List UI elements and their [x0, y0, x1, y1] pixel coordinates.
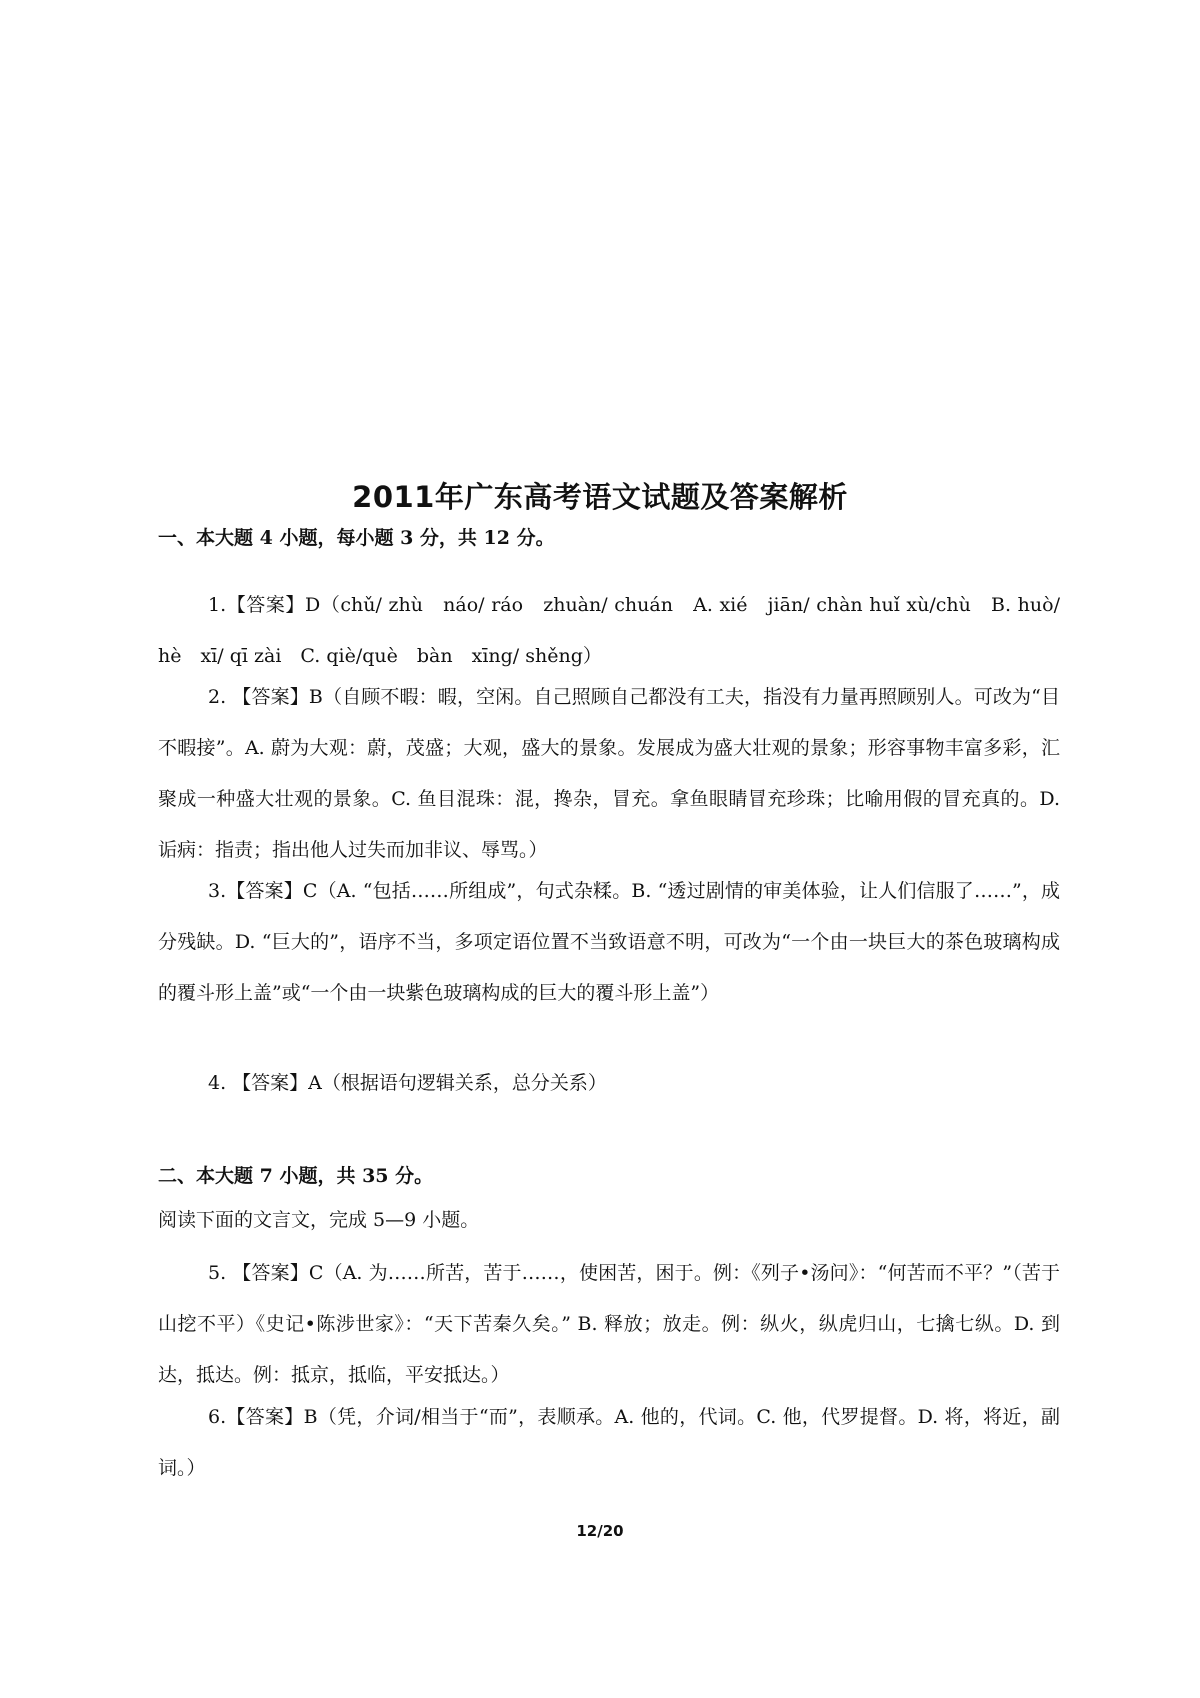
answer-item-1: 1.【答案】D（chǔ/ zhù náo/ ráo zhuàn/ chuán A. xié jiān/ chàn huǐ xù/chù B. huò/ hè xī/ qī zài C. qiè/què bàn xīng/ shěng）: [158, 594, 1060, 667]
answer-item-3: 3.【答案】C（A. “包括……所组成”，句式杂糅。B. “透过剧情的审美体验，让人们信服了……”，成分残缺。D. “巨大的”，语序不当，多项定语位置不当致语意不明，可改为“一个由一块巨大的茶色玻璃构成的覆斗形上盖”或“一个由一块紫色玻璃构成的巨大的覆斗形上盖”）: [158, 880, 1060, 1004]
section-intro: 阅读下面的文言文，完成 5—9 小题。: [158, 1209, 480, 1231]
document-title: 2011年广东高考语文试题及答案解析: [352, 480, 848, 514]
answer-item-5: 5. 【答案】C（A. 为……所苦，苦于……，使困苦，困于。例：《列子•汤问》：“何苦而不平？”（苦于山挖不平）《史记•陈涉世家》：“天下苦秦久矣。” B. 释放；放走。例：纵火，纵虎归山，七擒七纵。D. 到达，抵达。例：抵京，抵临，平安抵达。）: [158, 1262, 1060, 1386]
answer-item-2: 2. 【答案】B（自顾不暇：暇，空闲。自己照顾自己都没有工夫，指没有力量再照顾别人。可改为“目不暇接”。A. 蔚为大观：蔚，茂盛；大观，盛大的景象。发展成为盛大壮观的景象；形容事物丰富多彩，汇聚成一种盛大壮观的景象。C. 鱼目混珠：混，搀杂，冒充。拿鱼眼睛冒充珍珠；比喻用假的冒充真的。D. 诟病：指责；指出他人过失而加非议、辱骂。）: [158, 686, 1060, 861]
answer-item-4: 4. 【答案】A（根据语句逻辑关系，总分关系）: [208, 1072, 607, 1094]
page-number: 12/20: [576, 1522, 624, 1540]
answer-item-6: 6.【答案】B（凭，介词/相当于“而”，表顺承。A. 他的，代词。C. 他，代罗提督。D. 将，将近，副词。）: [158, 1406, 1060, 1479]
section-heading-1: 一、本大题 4 小题，每小题 3 分，共 12 分。: [158, 527, 555, 549]
section-heading-2: 二、本大题 7 小题，共 35 分。: [158, 1165, 434, 1187]
